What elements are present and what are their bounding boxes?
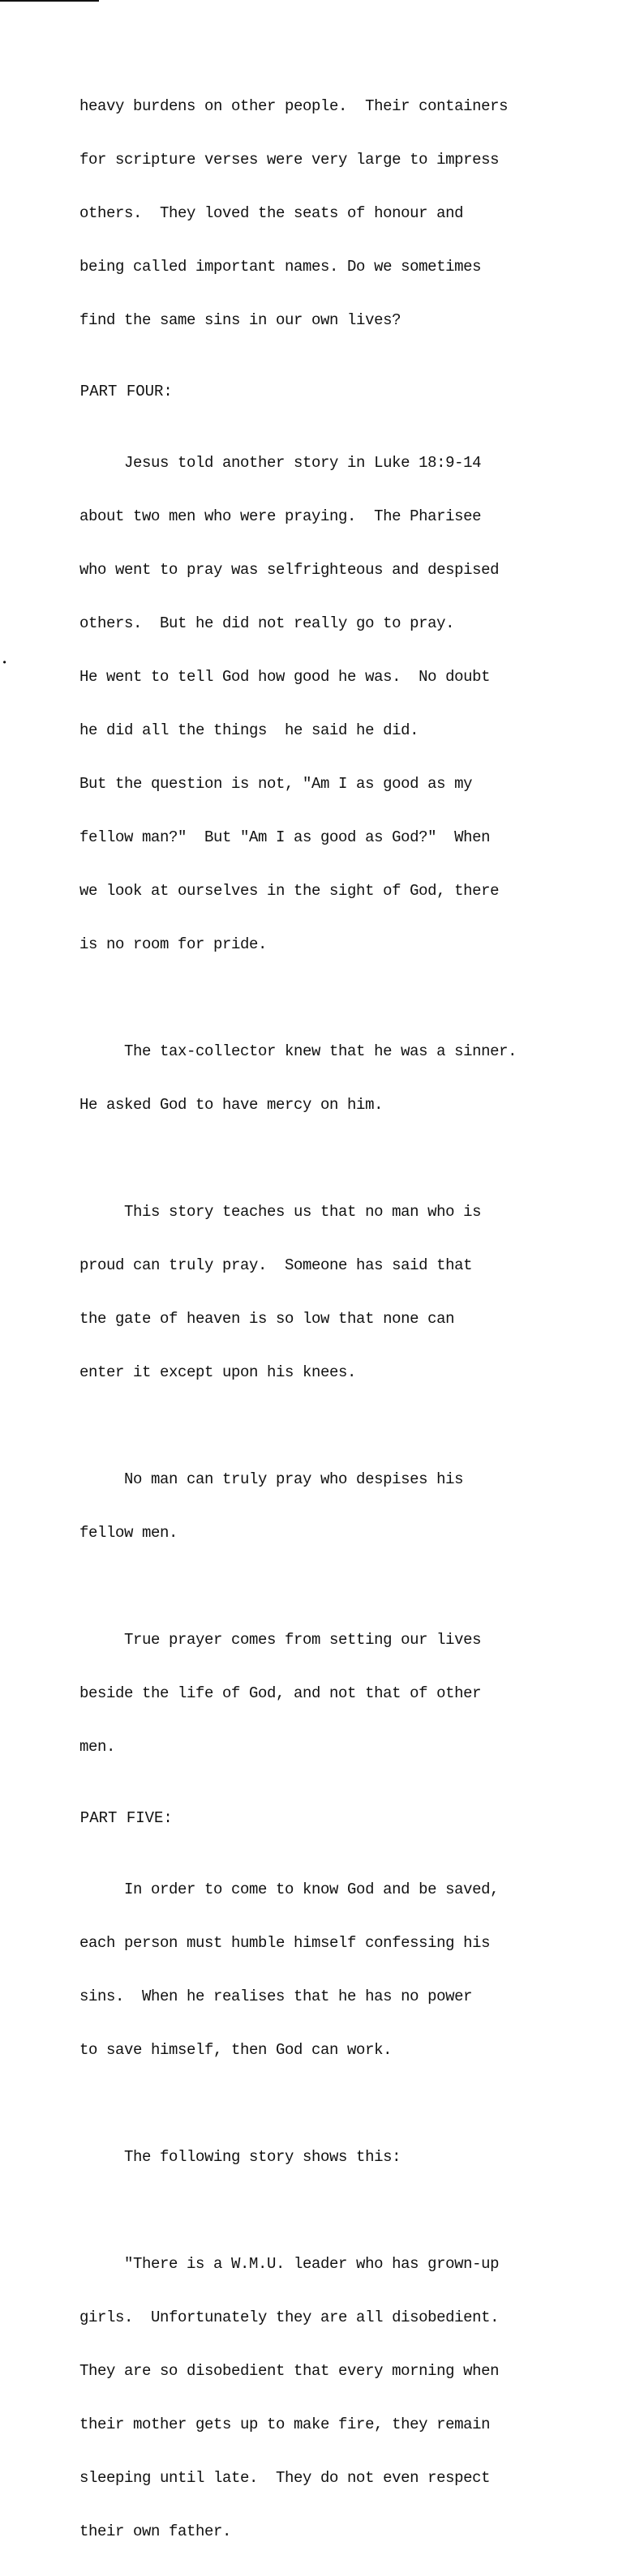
paragraph-pharisee bbox=[62, 418, 589, 989]
text-line: others. But he did not really go to pray. bbox=[62, 614, 455, 632]
text-line: to save himself, then God can work. bbox=[62, 2041, 393, 2059]
paragraph-humble bbox=[62, 1845, 589, 2095]
text-line: fellow man?" But "Am I as good as God?" When bbox=[62, 828, 491, 846]
paragraph-story-teaches bbox=[62, 1167, 589, 1417]
text-line: we look at ourselves in the sight of God, there bbox=[62, 882, 500, 900]
text-line: proud can truly pray. Someone has said that bbox=[62, 1256, 473, 1274]
paragraph-burdens bbox=[62, 62, 589, 365]
text-line: beside the life of God, and not that of other bbox=[62, 1684, 482, 1702]
text-line: No man can truly pray who despises his bbox=[62, 1470, 464, 1488]
text-line: their mother gets up to make fire, they remain bbox=[62, 2416, 491, 2433]
text-line: But the question is not, "Am I as good as my bbox=[62, 775, 473, 793]
text-line: He went to tell God how good he was. No doubt bbox=[62, 668, 491, 686]
text-line: the gate of heaven is so low that none can bbox=[62, 1310, 455, 1328]
paragraph-wmu-leader bbox=[62, 2219, 589, 2576]
text-line: find the same sins in our own lives? bbox=[62, 311, 401, 329]
text-line: each person must humble himself confessing his bbox=[62, 1934, 491, 1952]
document-page bbox=[62, 62, 589, 2576]
text-line: others. They loved the seats of honour and bbox=[62, 204, 464, 222]
paragraph-true-prayer bbox=[62, 1595, 589, 1791]
margin-mark: • bbox=[2, 657, 8, 669]
text-line: heavy burdens on other people. Their containers bbox=[62, 97, 509, 115]
top-rule bbox=[0, 0, 99, 2]
text-line: their own father. bbox=[62, 2523, 232, 2540]
text-line: True prayer comes from setting our lives bbox=[62, 1631, 482, 1649]
paragraph-tax-collector bbox=[62, 1007, 589, 1149]
text-line: fellow men. bbox=[62, 1524, 178, 1542]
part-four-heading: PART FOUR: bbox=[62, 383, 173, 400]
text-line: Jesus told another story in Luke 18:9-14 bbox=[62, 454, 482, 472]
text-line: men. bbox=[62, 1738, 116, 1756]
text-line: is no room for pride. bbox=[62, 935, 268, 953]
paragraph-following-story bbox=[62, 2112, 589, 2202]
text-line: They are so disobedient that every morning when bbox=[62, 2362, 500, 2380]
text-line: who went to pray was selfrighteous and despised bbox=[62, 561, 500, 579]
text-line: The following story shows this: bbox=[62, 2148, 401, 2166]
text-line: This story teaches us that no man who is bbox=[62, 1203, 482, 1221]
text-line: for scripture verses were very large to impress bbox=[62, 151, 500, 169]
text-line: sins. When he realises that he has no power bbox=[62, 1988, 473, 2005]
text-line: enter it except upon his knees. bbox=[62, 1363, 357, 1381]
text-line: "There is a W.M.U. leader who has grown-up bbox=[62, 2255, 500, 2273]
part-five-heading: PART FIVE: bbox=[62, 1809, 173, 1827]
text-line: sleeping until late. They do not even respect bbox=[62, 2469, 491, 2487]
text-line: The tax-collector knew that he was a sinner. bbox=[62, 1042, 517, 1060]
text-line: He asked God to have mercy on him. bbox=[62, 1096, 384, 1114]
text-line: In order to come to know God and be saved, bbox=[62, 1881, 500, 1898]
text-line: being called important names. Do we sometimes bbox=[62, 258, 482, 276]
paragraph-despises bbox=[62, 1435, 589, 1577]
text-line: about two men who were praying. The Pharisee bbox=[62, 507, 482, 525]
text-line: girls. Unfortunately they are all disobedient. bbox=[62, 2309, 500, 2326]
text-line: he did all the things he said he did. bbox=[62, 721, 419, 739]
